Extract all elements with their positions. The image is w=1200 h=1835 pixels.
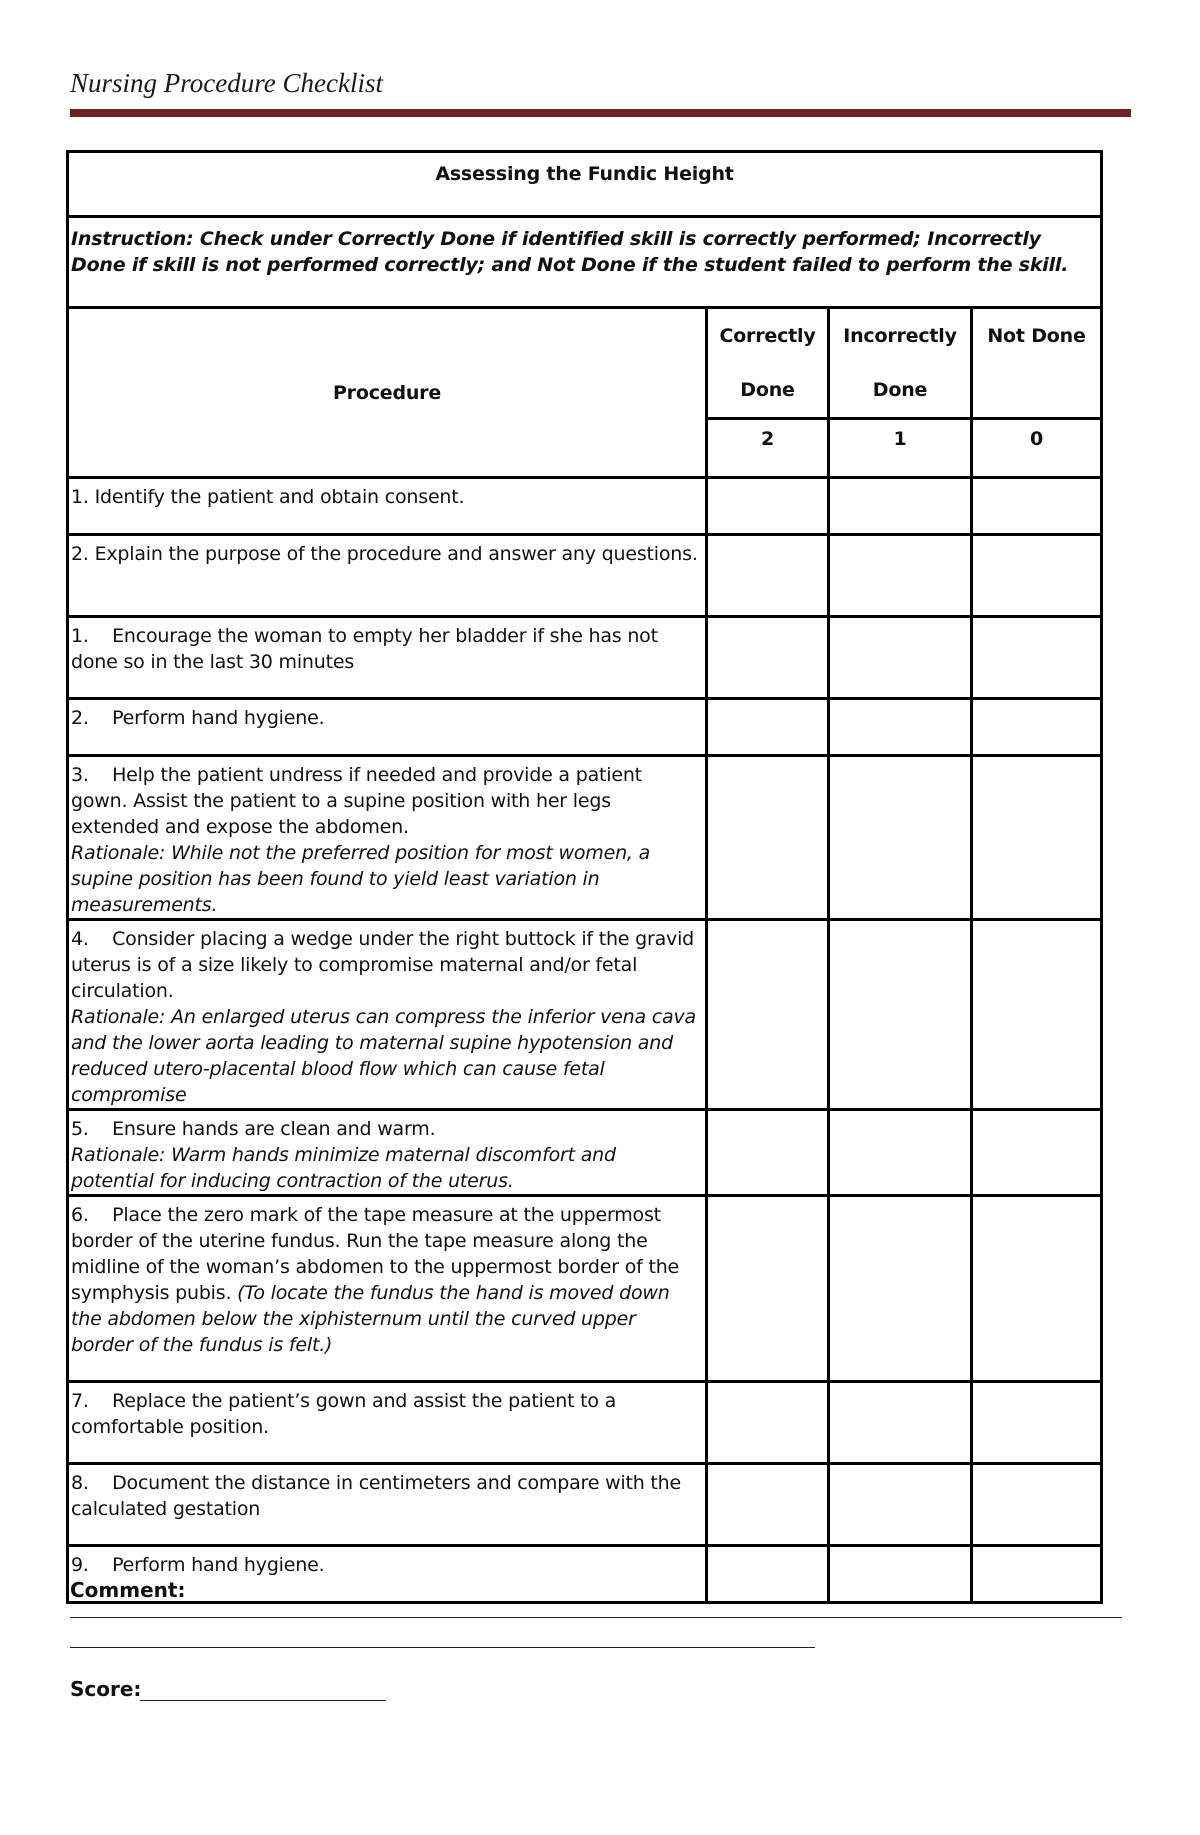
correctly-done-checkbox-cell[interactable] (707, 1196, 829, 1382)
page-title: Nursing Procedure Checklist (70, 68, 383, 98)
procedure-step (68, 1464, 707, 1546)
correctly-done-header (707, 308, 829, 419)
column-header-line: Incorrectly (843, 325, 957, 347)
not-done-checkbox-cell[interactable] (972, 1546, 1102, 1603)
step-text: 1. Identify the patient and obtain consent. (71, 486, 465, 508)
not-done-checkbox-cell[interactable] (972, 1110, 1102, 1196)
procedure-step (68, 1110, 707, 1196)
comment-label: Comment: (70, 1578, 186, 1602)
procedure-checklist-table (66, 150, 1103, 1604)
score-value-correct: 2 (707, 419, 829, 478)
step-rationale: (To locate the fundus the hand is moved down the abdomen below the xiphisternum until the curved upper border of the fundus is felt.) (71, 1282, 670, 1356)
table-row (68, 478, 1102, 535)
step-text: 1. Encourage the woman to empty her bladder if she has not done so in the last 30 minutes (71, 625, 658, 673)
comment-line[interactable] (70, 1647, 815, 1648)
incorrectly-done-checkbox-cell[interactable] (829, 699, 972, 756)
table-row (68, 1110, 1102, 1196)
incorrectly-done-checkbox-cell[interactable] (829, 617, 972, 699)
score-line[interactable] (140, 1700, 386, 1701)
step-text: 3. Help the patient undress if needed and provide a patient gown. Assist the patient to a supine position with her legs extended and expose the abdomen. (71, 764, 642, 838)
not-done-checkbox-cell[interactable] (972, 617, 1102, 699)
not-done-checkbox-cell[interactable] (972, 699, 1102, 756)
table-row (68, 1464, 1102, 1546)
incorrectly-done-checkbox-cell[interactable] (829, 1110, 972, 1196)
procedure-step (68, 920, 707, 1110)
score-label: Score: (70, 1677, 142, 1701)
incorrectly-done-checkbox-cell[interactable] (829, 1196, 972, 1382)
correctly-done-checkbox-cell[interactable] (707, 535, 829, 617)
incorrectly-done-checkbox-cell[interactable] (829, 1382, 972, 1464)
table-row (68, 1546, 1102, 1603)
score-value-incorrect: 1 (829, 419, 972, 478)
not-done-header (972, 308, 1102, 419)
procedure-step (68, 756, 707, 920)
step-text: 6. Place the zero mark of the tape measure at the uppermost border of the uterine fundus. Run the tape measure along the midline of the woman’s abdomen to the uppermost border of the symphysis pubis. (71, 1204, 680, 1304)
incorrectly-done-checkbox-cell[interactable] (829, 1546, 972, 1603)
table-row (68, 535, 1102, 617)
incorrectly-done-checkbox-cell[interactable] (829, 478, 972, 535)
column-header-line: Not Done (987, 325, 1086, 347)
column-header-line: Done (872, 379, 928, 401)
correctly-done-checkbox-cell[interactable] (707, 1464, 829, 1546)
steps-body (68, 478, 1102, 1603)
table-row (68, 617, 1102, 699)
procedure-step (68, 1196, 707, 1382)
step-text: 2. Explain the purpose of the procedure and answer any questions. (71, 543, 698, 565)
title-divider (70, 109, 1131, 117)
step-rationale: Rationale: While not the preferred position for most women, a supine position has been found to yield least variation in measurements. (71, 842, 651, 916)
not-done-checkbox-cell[interactable] (972, 535, 1102, 617)
table-row (68, 1382, 1102, 1464)
correctly-done-checkbox-cell[interactable] (707, 1382, 829, 1464)
incorrectly-done-header (829, 308, 972, 419)
score-value-not-done: 0 (972, 419, 1102, 478)
step-text: 8. Document the distance in centimeters and compare with the calculated gestation (71, 1472, 682, 1520)
procedure-step (68, 478, 707, 535)
correctly-done-checkbox-cell[interactable] (707, 1546, 829, 1603)
step-text: 5. Ensure hands are clean and warm. (71, 1118, 436, 1140)
step-rationale: Rationale: An enlarged uterus can compress the inferior vena cava and the lower aorta leading to maternal supine hypotension and reduced utero-placental blood flow which can cause fetal compromise (71, 1006, 696, 1106)
correctly-done-checkbox-cell[interactable] (707, 478, 829, 535)
incorrectly-done-checkbox-cell[interactable] (829, 1464, 972, 1546)
step-text: 4. Consider placing a wedge under the right buttock if the gravid uterus is of a size likely to compromise maternal and/or fetal circulation. (71, 928, 695, 1002)
not-done-checkbox-cell[interactable] (972, 1464, 1102, 1546)
table-row (68, 1196, 1102, 1382)
step-rationale: Rationale: Warm hands minimize maternal discomfort and potential for inducing contraction of the uterus. (71, 1144, 616, 1192)
table-row (68, 756, 1102, 920)
checklist-title: Assessing the Fundic Height (68, 152, 1102, 217)
column-header-line: Done (740, 379, 795, 401)
incorrectly-done-checkbox-cell[interactable] (829, 920, 972, 1110)
table-row (68, 699, 1102, 756)
step-text: 2. Perform hand hygiene. (71, 707, 325, 729)
comment-line[interactable] (70, 1617, 1122, 1618)
not-done-checkbox-cell[interactable] (972, 1196, 1102, 1382)
procedure-step (68, 535, 707, 617)
procedure-column-header: Procedure (68, 308, 707, 478)
correctly-done-checkbox-cell[interactable] (707, 617, 829, 699)
incorrectly-done-checkbox-cell[interactable] (829, 756, 972, 920)
not-done-checkbox-cell[interactable] (972, 920, 1102, 1110)
correctly-done-checkbox-cell[interactable] (707, 699, 829, 756)
column-header-line: Correctly (719, 325, 816, 347)
step-text: 9. Perform hand hygiene. (71, 1554, 325, 1576)
procedure-step (68, 617, 707, 699)
correctly-done-checkbox-cell[interactable] (707, 920, 829, 1110)
checklist-instruction: Instruction: Check under Correctly Done if identified skill is correctly performed; Incorrectly Done if skill is not performed correctly; and Not Done if the student failed to perform the skill. (68, 217, 1102, 308)
procedure-step (68, 699, 707, 756)
not-done-checkbox-cell[interactable] (972, 1382, 1102, 1464)
procedure-step (68, 1382, 707, 1464)
correctly-done-checkbox-cell[interactable] (707, 1110, 829, 1196)
step-text: 7. Replace the patient’s gown and assist the patient to a comfortable position. (71, 1390, 617, 1438)
not-done-checkbox-cell[interactable] (972, 478, 1102, 535)
table-row (68, 920, 1102, 1110)
correctly-done-checkbox-cell[interactable] (707, 756, 829, 920)
not-done-checkbox-cell[interactable] (972, 756, 1102, 920)
incorrectly-done-checkbox-cell[interactable] (829, 535, 972, 617)
